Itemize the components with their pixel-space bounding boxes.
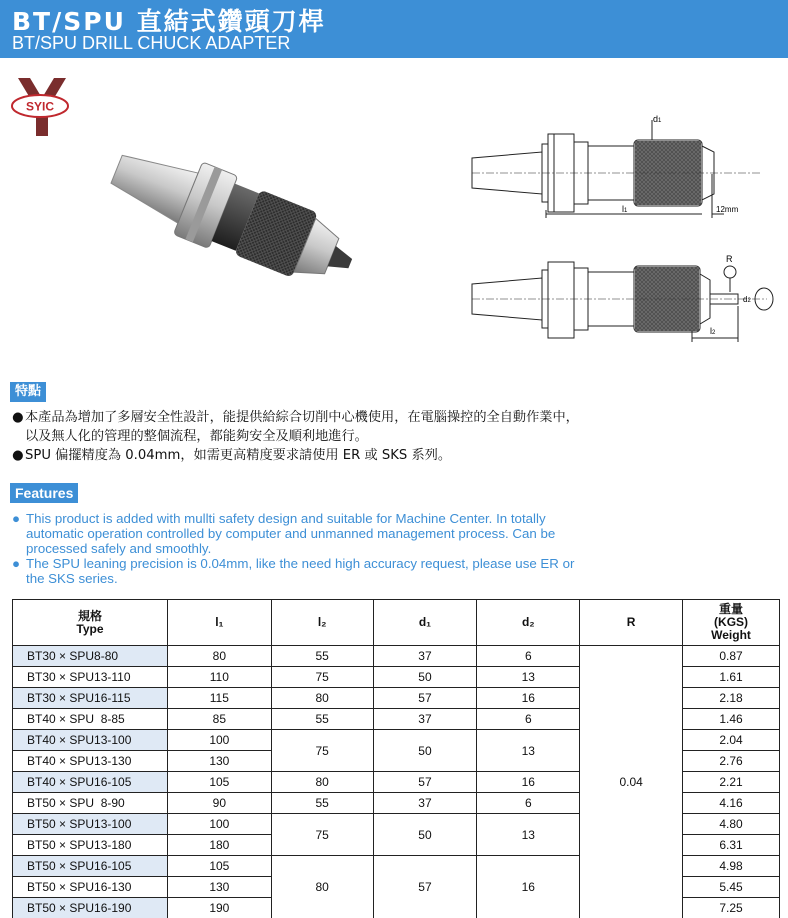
bullet-icon: ● — [12, 556, 21, 571]
cell-weight: 4.98 — [683, 856, 780, 877]
cell-l2: 80 — [271, 772, 373, 793]
logo-text: SYIC — [25, 99, 55, 114]
spec-table — [12, 599, 780, 918]
features-en-label: Features — [10, 483, 78, 503]
cell-l2: 55 — [271, 709, 373, 730]
feature-cn-item-2: ●SPU 偏擺精度為 0.04mm，如需更高精度要求請使用 ER 或 SKS 系列。 — [12, 448, 452, 463]
cell-l2: 75 — [271, 730, 373, 772]
cell-d1: 57 — [373, 688, 477, 709]
cell-l1: 130 — [167, 751, 271, 772]
cell-d1: 57 — [373, 856, 477, 918]
dim-l2-label: l2 — [710, 326, 716, 336]
header-d2: d₂ — [477, 600, 580, 646]
header-d1: d₁ — [373, 600, 477, 646]
cell-l1: 90 — [167, 793, 271, 814]
cell-type: BT50 × SPU16-130 — [13, 877, 168, 898]
header-weight: 重量 (KGS) Weight — [683, 600, 780, 646]
cell-l1: 115 — [167, 688, 271, 709]
cell-l2: 80 — [271, 688, 373, 709]
cell-r: 0.04 — [580, 646, 683, 918]
cell-type: BT30 × SPU13-110 — [13, 667, 168, 688]
cell-d1: 37 — [373, 646, 477, 667]
cell-l1: 190 — [167, 898, 271, 918]
page-title: BT/SPU 直結式鑽頭刀桿 — [12, 7, 326, 36]
cell-d2: 16 — [477, 772, 580, 793]
cell-l1: 80 — [167, 646, 271, 667]
dim-r-label: R — [726, 254, 733, 264]
cell-l1: 105 — [167, 856, 271, 877]
cell-type: BT40 × SPU 8-85 — [13, 709, 168, 730]
cell-type: BT40 × SPU13-130 — [13, 751, 168, 772]
cell-l1: 105 — [167, 772, 271, 793]
cell-type: BT30 × SPU16-115 — [13, 688, 168, 709]
cell-type: BT50 × SPU16-105 — [13, 856, 168, 877]
cell-d2: 6 — [477, 793, 580, 814]
cell-d2: 16 — [477, 688, 580, 709]
dim-d2-label: d2 — [743, 295, 751, 304]
dimension-drawing-l1 — [462, 112, 772, 220]
cell-d1: 50 — [373, 730, 477, 772]
header-l1: l₁ — [167, 600, 271, 646]
feature-en-item-2-line-2: the SKS series. — [26, 571, 118, 586]
features-cn-label: 特點 — [10, 382, 46, 402]
cell-l1: 110 — [167, 667, 271, 688]
cell-d2: 16 — [477, 856, 580, 918]
cell-type: BT50 × SPU13-180 — [13, 835, 168, 856]
dim-d1-label: d1 — [653, 114, 662, 124]
cell-weight: 4.80 — [683, 814, 780, 835]
header-banner — [0, 0, 788, 58]
bullet-icon: ● — [12, 448, 24, 463]
header-r: R — [580, 600, 683, 646]
cell-type: BT50 × SPU16-190 — [13, 898, 168, 918]
cell-type: BT50 × SPU13-100 — [13, 814, 168, 835]
feature-en-item-1: ● This product is added with mullti safety design and suitable for Machine Center. In totally — [12, 511, 546, 526]
cell-l1: 130 — [167, 877, 271, 898]
cell-d1: 50 — [373, 814, 477, 856]
cell-d1: 57 — [373, 772, 477, 793]
cell-d2: 6 — [477, 646, 580, 667]
cell-d2: 13 — [477, 667, 580, 688]
cell-d1: 50 — [373, 667, 477, 688]
cell-type: BT50 × SPU 8-90 — [13, 793, 168, 814]
cell-weight: 1.46 — [683, 709, 780, 730]
cell-weight: 5.45 — [683, 877, 780, 898]
page-subtitle: BT/SPU DRILL CHUCK ADAPTER — [12, 33, 291, 53]
cell-weight: 2.21 — [683, 772, 780, 793]
dim-l1-label: l1 — [622, 204, 628, 214]
dimension-drawing-l2 — [462, 252, 782, 352]
cell-type: BT40 × SPU16-105 — [13, 772, 168, 793]
feature-cn-item-1-cont: 以及無人化的管理的整個流程，都能夠安全及順利地進行。 — [25, 429, 368, 444]
cell-l2: 55 — [271, 793, 373, 814]
cell-d1: 37 — [373, 793, 477, 814]
cell-weight: 7.25 — [683, 898, 780, 918]
feature-en-item-2: ● The SPU leaning precision is 0.04mm, like the need high accuracy request, please use ER or — [12, 556, 575, 571]
feature-en-item-1-line-3: processed safely and smoothly. — [26, 541, 212, 556]
cell-l2: 75 — [271, 667, 373, 688]
bullet-icon: ● — [12, 410, 24, 425]
cell-l1: 100 — [167, 730, 271, 751]
product-photo — [80, 130, 370, 350]
header-l2: l₂ — [271, 600, 373, 646]
cell-weight: 1.61 — [683, 667, 780, 688]
cell-l2: 55 — [271, 646, 373, 667]
bullet-icon: ● — [12, 511, 21, 526]
cell-l2: 80 — [271, 856, 373, 918]
cell-weight: 2.04 — [683, 730, 780, 751]
dim-12mm-label: 12mm — [716, 205, 739, 214]
table-row — [13, 646, 780, 667]
cell-l1: 100 — [167, 814, 271, 835]
cell-d2: 6 — [477, 709, 580, 730]
cell-l1: 180 — [167, 835, 271, 856]
cell-d2: 13 — [477, 814, 580, 856]
cell-weight: 4.16 — [683, 793, 780, 814]
syic-logo — [8, 72, 72, 140]
cell-l1: 85 — [167, 709, 271, 730]
cell-type: BT30 × SPU8-80 — [13, 646, 168, 667]
cell-weight: 0.87 — [683, 646, 780, 667]
table-header-row — [13, 600, 780, 646]
feature-en-item-1-line-2: automatic operation controlled by computer and unmanned management process. Can be — [26, 526, 556, 541]
cell-d2: 13 — [477, 730, 580, 772]
cell-weight: 2.76 — [683, 751, 780, 772]
cell-type: BT40 × SPU13-100 — [13, 730, 168, 751]
cell-l2: 75 — [271, 814, 373, 856]
cell-d1: 37 — [373, 709, 477, 730]
cell-weight: 6.31 — [683, 835, 780, 856]
cell-weight: 2.18 — [683, 688, 780, 709]
feature-cn-item-1: ●本產品為增加了多層安全性設計，能提供給綜合切削中心機使用，在電腦操控的全自動作業中， — [12, 410, 579, 425]
header-type: 規格 Type — [13, 600, 168, 646]
